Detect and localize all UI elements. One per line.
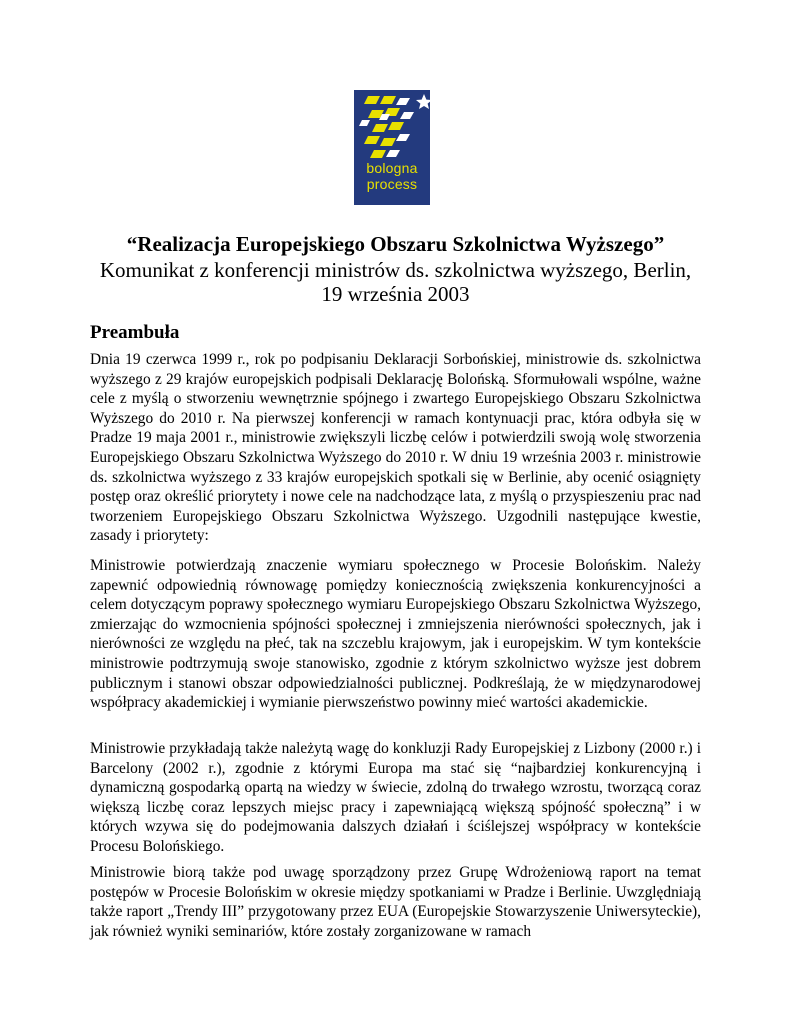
section-heading: Preambuła — [90, 322, 180, 343]
star-icon — [416, 94, 430, 109]
paragraph: Ministrowie biorą także pod uwagę sporządzony przez Grupę Wdrożeniową raport na temat postępów w Procesie Bolońskim w okresie między spotkaniami w Pradze i Berlinie. Uwzględniają także raport „Trendy III” przygotowany przez EUA (Europejskie Stowarzyszenie Uniwersyteckie), jak również wyniki seminariów, które zostały zorganizowane w ramach — [90, 864, 701, 940]
bologna-process-logo — [354, 90, 430, 205]
paragraph: Ministrowie przykładają także należytą wagę do konkluzji Rady Europejskiej z Lizbony (2000 r.) i Barcelony (2002 r.), zgodnie z którymi Europa ma stać się “najbardziej konkurencyjną i dynamiczną gospodarką opartą na wiedzy w świecie, zdolną do trwałego wzrostu, tworzącą coraz większą liczbę coraz lepszych miejsc pracy i zapewniającą większą spójność społeczną” i w których wzywa się do podejmowania dalszych działań i ściślejszej współpracy w kontekście Procesu Bolońskiego. — [90, 740, 701, 855]
logo-text-bologna: bologna — [366, 160, 418, 176]
paragraph: Dnia 19 czerwca 1999 r., rok po podpisaniu Deklaracji Sorbońskiej, ministrowie ds. szkolnictwa wyższego z 29 krajów europejskich podpisali Deklarację Bolońską. Sformułowali wspólne, ważne cele z myślą o stworzeniu wewnętrznie spójnego i zwartego Europejskiego Obszaru Szkolnictwa Wyższego do 2010 r. Na pierwszej konferencji w ramach kontynuacji prac, która odbyła się w Pradze 19 maja 2001 r., ministrowie zwiększyli liczbę celów i potwierdzili swoją wolę stworzenia Europejskiego Obszaru Szkolnictwa Wyższego do 2010 r. W dniu 19 września 2003 r. ministrowie ds. szkolnictwa wyższego z 33 krajów europejskich spotkali się w Berlinie, aby ocenić osiągnięty postęp oraz określić priorytety i nowe cele na nadchodzące lata, z myślą o przyspieszeniu prac nad tworzeniem Europejskiego Obszaru Szkolnictwa Wyższego. Uzgodnili następujące kwestie, zasady i priorytety: — [90, 351, 701, 545]
document-title: “Realizacja Europejskiego Obszaru Szkolnictwa Wyższego” — [126, 232, 665, 256]
document-subtitle-line2: 19 września 2003 — [321, 282, 470, 306]
document-subtitle-line1: Komunikat z konferencji ministrów ds. szkolnictwa wyższego, Berlin, — [99, 258, 692, 282]
paragraph: Ministrowie potwierdzają znaczenie wymiaru społecznego w Procesie Bolońskim. Należy zapewnić odpowiednią równowagę pomiędzy koniecznością zwiększenia konkurencyjności a celem dotyczącym poprawy społecznego wymiaru Europejskiego Obszaru Szkolnictwa Wyższego, zmierzając do wzmocnienia spójności społecznej i zmniejszenia nierówności społecznych, jak i nierówności ze względu na płeć, tak na szczeblu krajowym, jak i europejskim. W tym kontekście ministrowie podtrzymują swoje stanowisko, zgodnie z którym szkolnictwo wyższe jest dobrem publicznym i stanowi obszar odpowiedzialności publicznej. Podkreślają, że w międzynarodowej współpracy akademickiej i wymianie pierwszeństwo powinny mieć wartości akademickie. — [90, 557, 701, 712]
logo-text-process: process — [366, 176, 418, 192]
